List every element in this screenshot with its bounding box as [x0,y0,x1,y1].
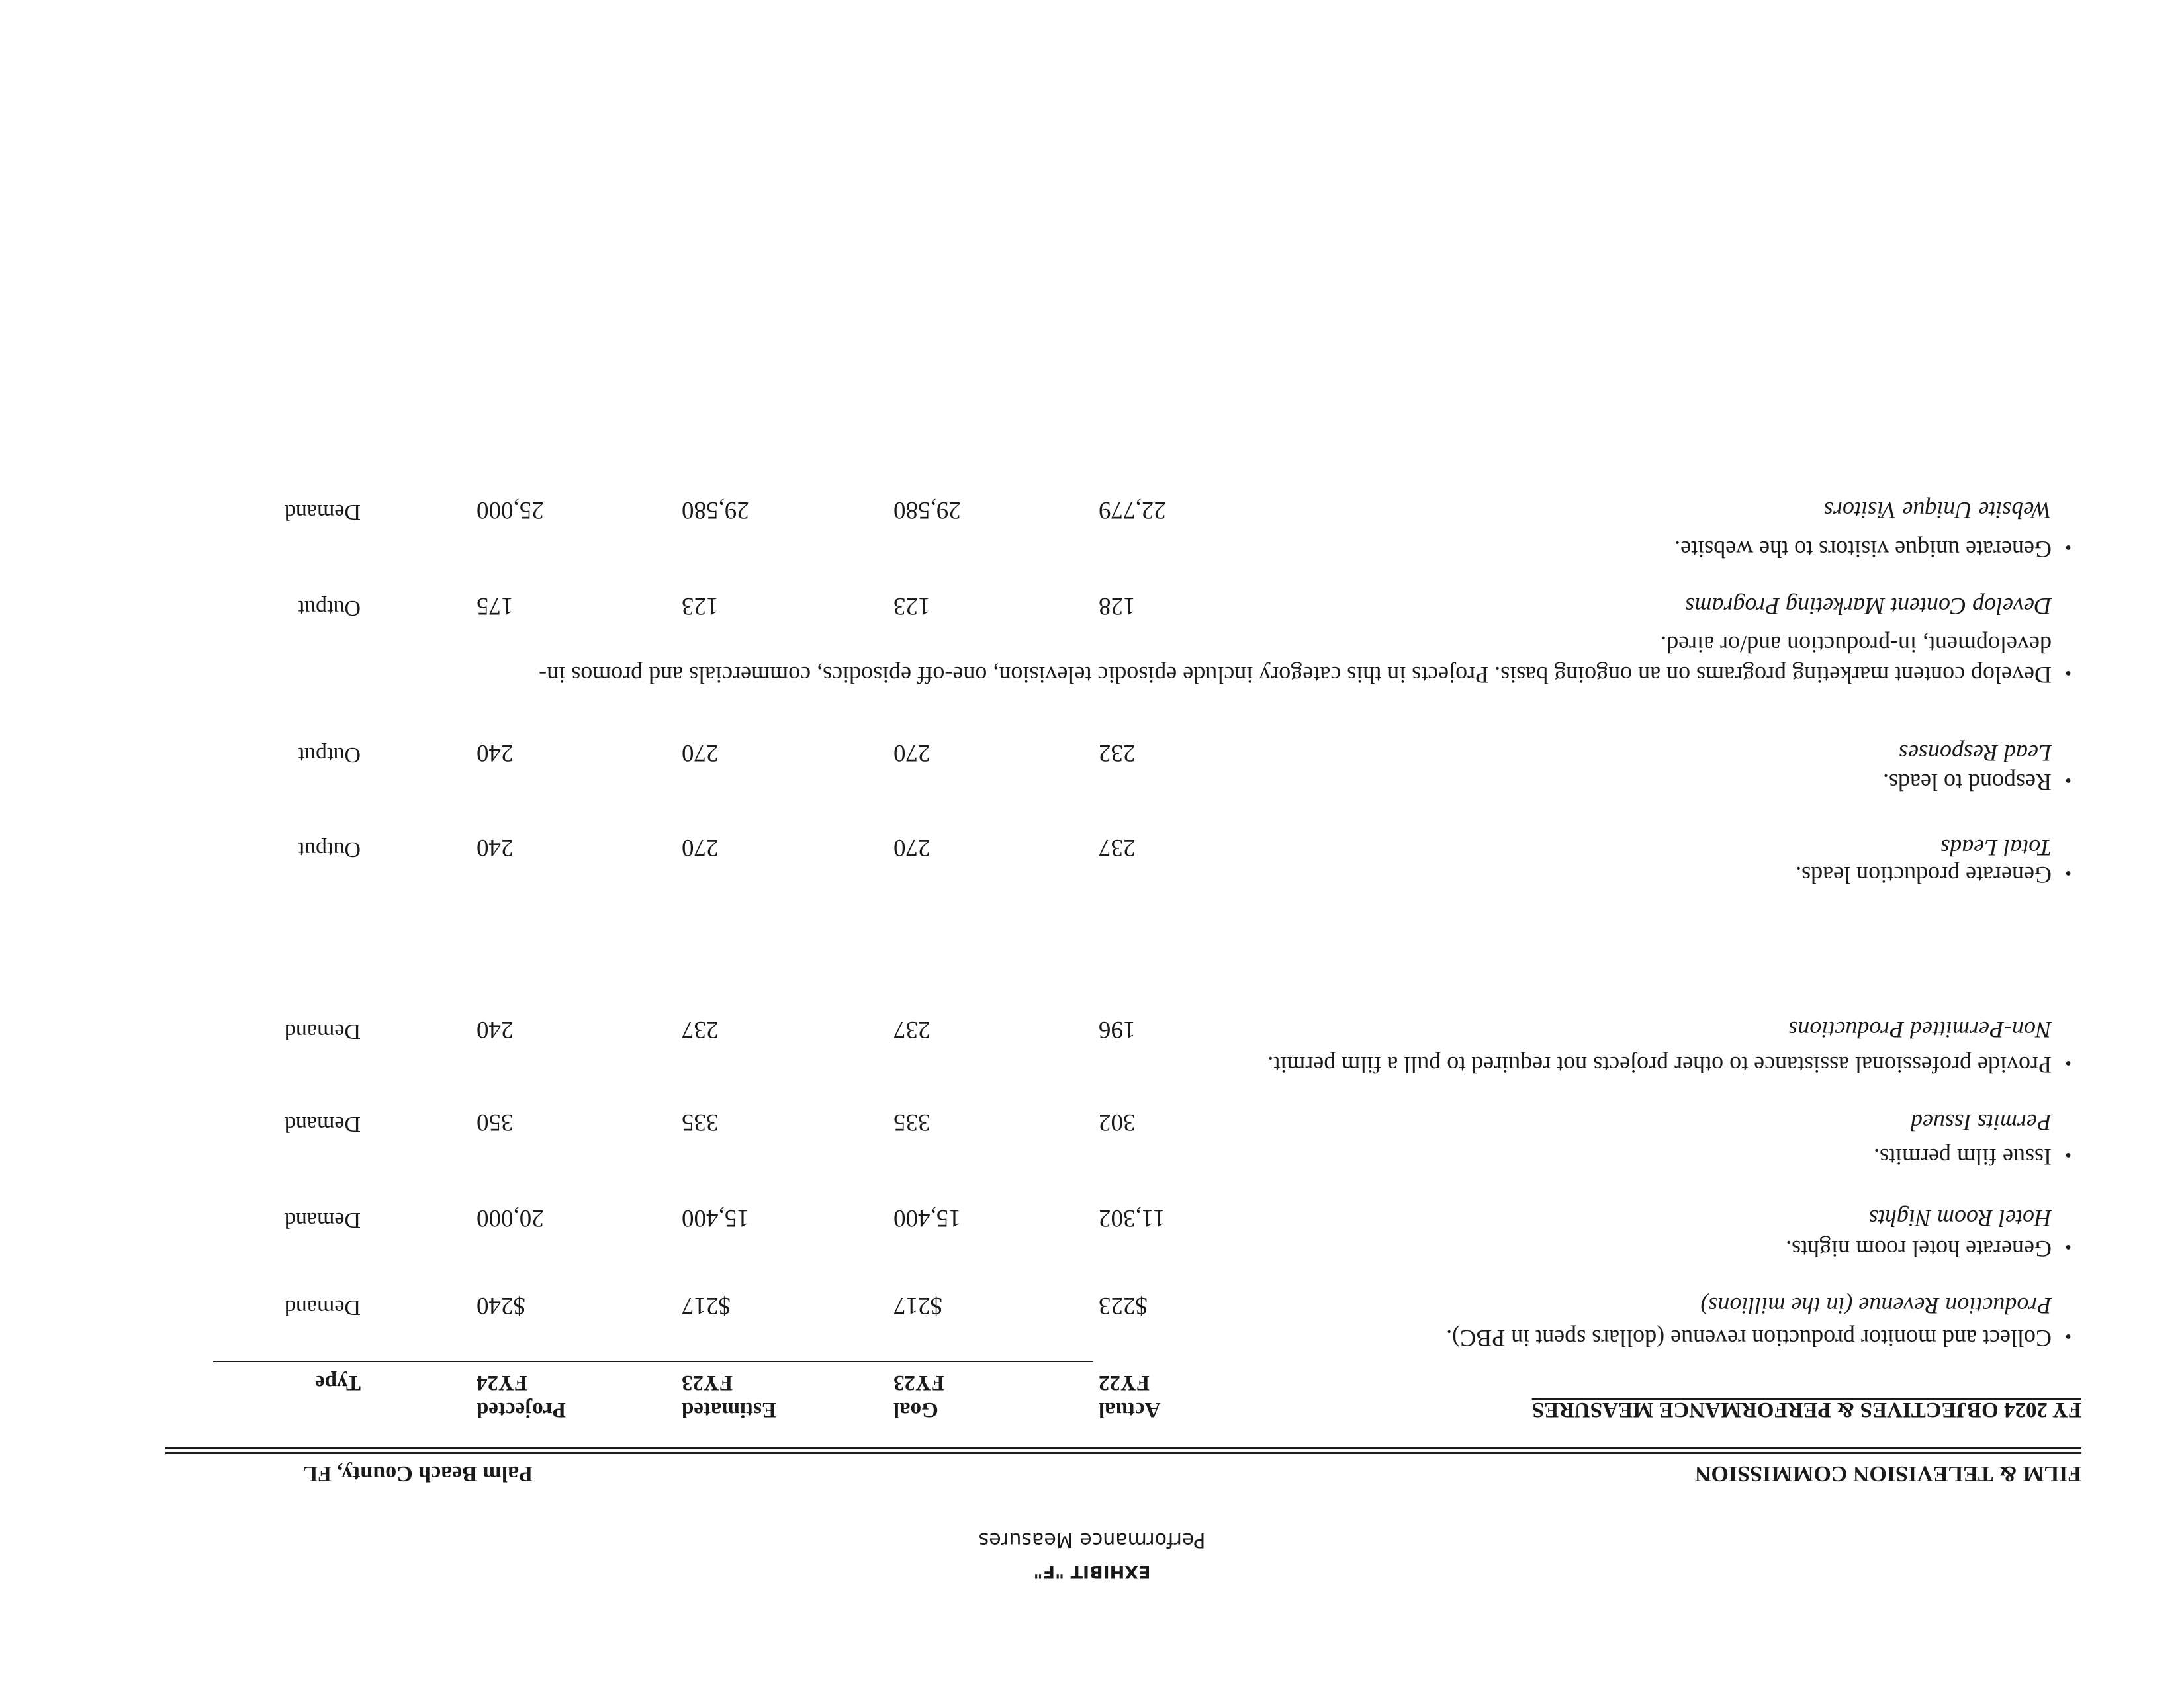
col-head-projected: Projected [477,1398,566,1422]
value-fy23-estimated: 29,580 [682,496,749,524]
header-rule-bottom [165,1447,2081,1449]
value-fy22-actual: 196 [1099,1016,1136,1043]
bullet-icon: • [2065,537,2071,557]
value-fy23-estimated: 123 [682,592,719,619]
exhibit-label: EXHIBIT "F" [1033,1561,1151,1582]
value-fy23-goal: 270 [893,739,931,766]
objective-text: Develop content marketing programs on an ongoing basis. Projects in this category include episodic television, one-off episodics, commercials and promos in- [539,662,2052,688]
value-fy22-actual: 11,302 [1099,1205,1165,1232]
measure-name: Develop Content Marketing Programs [1685,593,2052,619]
objective-bullet [1446,1322,2071,1351]
objective-text: Generate hotel room nights. [1786,1236,2052,1262]
value-fy23-estimated: 237 [682,1016,719,1043]
value-fy23-estimated: 270 [682,739,719,766]
measure-name: Hotel Room Nights [1869,1205,2052,1232]
measure-name: Total Leads [1940,835,2052,861]
measure-name: Non-Permitted Productions [1788,1017,2052,1043]
measure-type: Output [298,596,361,620]
value-fy23-estimated: 270 [682,834,719,861]
value-fy24-projected: 240 [477,1016,514,1043]
value-fy22-actual: 22,779 [1099,496,1166,524]
value-fy24-projected: 240 [477,739,514,766]
bullet-icon: • [2065,770,2071,790]
objective-bullet [1874,1141,2071,1170]
value-fy23-estimated: $217 [682,1292,731,1319]
measure-name: Production Revenue (in the millions) [1700,1293,2052,1319]
measure-type: Demand [284,1112,361,1136]
value-fy23-goal: 335 [893,1109,931,1136]
objective-text: Respond to leads. [1883,769,2052,796]
measure-type: Demand [284,1208,361,1232]
column-header-rule [213,1361,1093,1362]
objective-bullet [1883,766,2071,796]
bullet-icon: • [2065,1236,2071,1257]
bullet-icon: • [2065,1052,2071,1073]
value-fy24-projected: 240 [477,834,514,861]
objective-bullet [1796,859,2071,888]
value-fy23-goal: 15,400 [893,1205,961,1232]
objective-bullet [1267,1049,2071,1078]
value-fy22-actual: 128 [1099,592,1136,619]
bullet-icon: • [2065,862,2071,883]
value-fy22-actual: 302 [1099,1109,1136,1136]
value-fy23-estimated: 15,400 [682,1205,749,1232]
department-name: FILM & TELEVISION COMMISSION [1694,1461,2081,1486]
value-fy22-actual: 237 [1099,834,1136,861]
objective-text: Issue film permits. [1874,1144,2052,1170]
objective-bullet [539,659,2071,688]
col-head-estimated: Estimated [682,1398,776,1422]
objective-bullet [1674,533,2071,563]
objective-text: Collect and monitor production revenue (dollars spent in PBC). [1446,1325,2052,1351]
page-subtitle: Performance Measures [978,1528,1206,1551]
section-title: FY 2024 OBJECTIVES & PERFORMANCE MEASURES [1531,1398,2081,1422]
bullet-icon: • [2065,1144,2071,1165]
measure-type: Output [298,837,361,862]
measure-type: Demand [284,1019,361,1044]
value-fy23-estimated: 335 [682,1109,719,1136]
objective-text: Provide professional assistance to other projects not required to pull a film permit. [1267,1052,2052,1078]
value-fy24-projected: 350 [477,1109,514,1136]
value-fy23-goal: 237 [893,1016,931,1043]
col-head-fy23-goal: FY23 [893,1371,944,1394]
bullet-icon: • [2065,1326,2071,1346]
value-fy24-projected: $240 [477,1292,525,1319]
value-fy23-goal: 270 [893,834,931,861]
value-fy24-projected: 175 [477,592,514,619]
col-head-actual: Actual [1099,1398,1161,1422]
value-fy24-projected: 25,000 [477,496,544,524]
value-fy22-actual: $223 [1099,1292,1148,1319]
col-head-fy22: FY22 [1099,1371,1150,1394]
col-head-fy23-est: FY23 [682,1371,733,1394]
value-fy22-actual: 232 [1099,739,1136,766]
measure-name: Lead Responses [1899,740,2052,766]
bullet-icon: • [2065,662,2071,683]
value-fy23-goal: 123 [893,592,931,619]
measure-type: Output [298,743,361,767]
col-head-goal: Goal [893,1398,938,1422]
measure-name: Website Unique Visitors [1824,497,2052,524]
measure-type: Demand [284,1295,361,1320]
county-name: Palm Beach County, FL [302,1461,533,1486]
objective-bullet [1786,1233,2071,1262]
col-head-type: Type [314,1371,361,1394]
header-rule-top [165,1452,2081,1454]
value-fy24-projected: 20,000 [477,1205,544,1232]
value-fy23-goal: 29,580 [893,496,961,524]
objective-text-continued: development, in-production and/or aired. [1661,631,2052,658]
measure-name: Permits Issued [1911,1109,2052,1136]
col-head-fy24: FY24 [477,1371,527,1394]
objective-text: Generate production leads. [1796,862,2052,888]
objective-text: Generate unique visitors to the website. [1674,536,2052,563]
measure-type: Demand [284,500,361,524]
value-fy23-goal: $217 [893,1292,942,1319]
